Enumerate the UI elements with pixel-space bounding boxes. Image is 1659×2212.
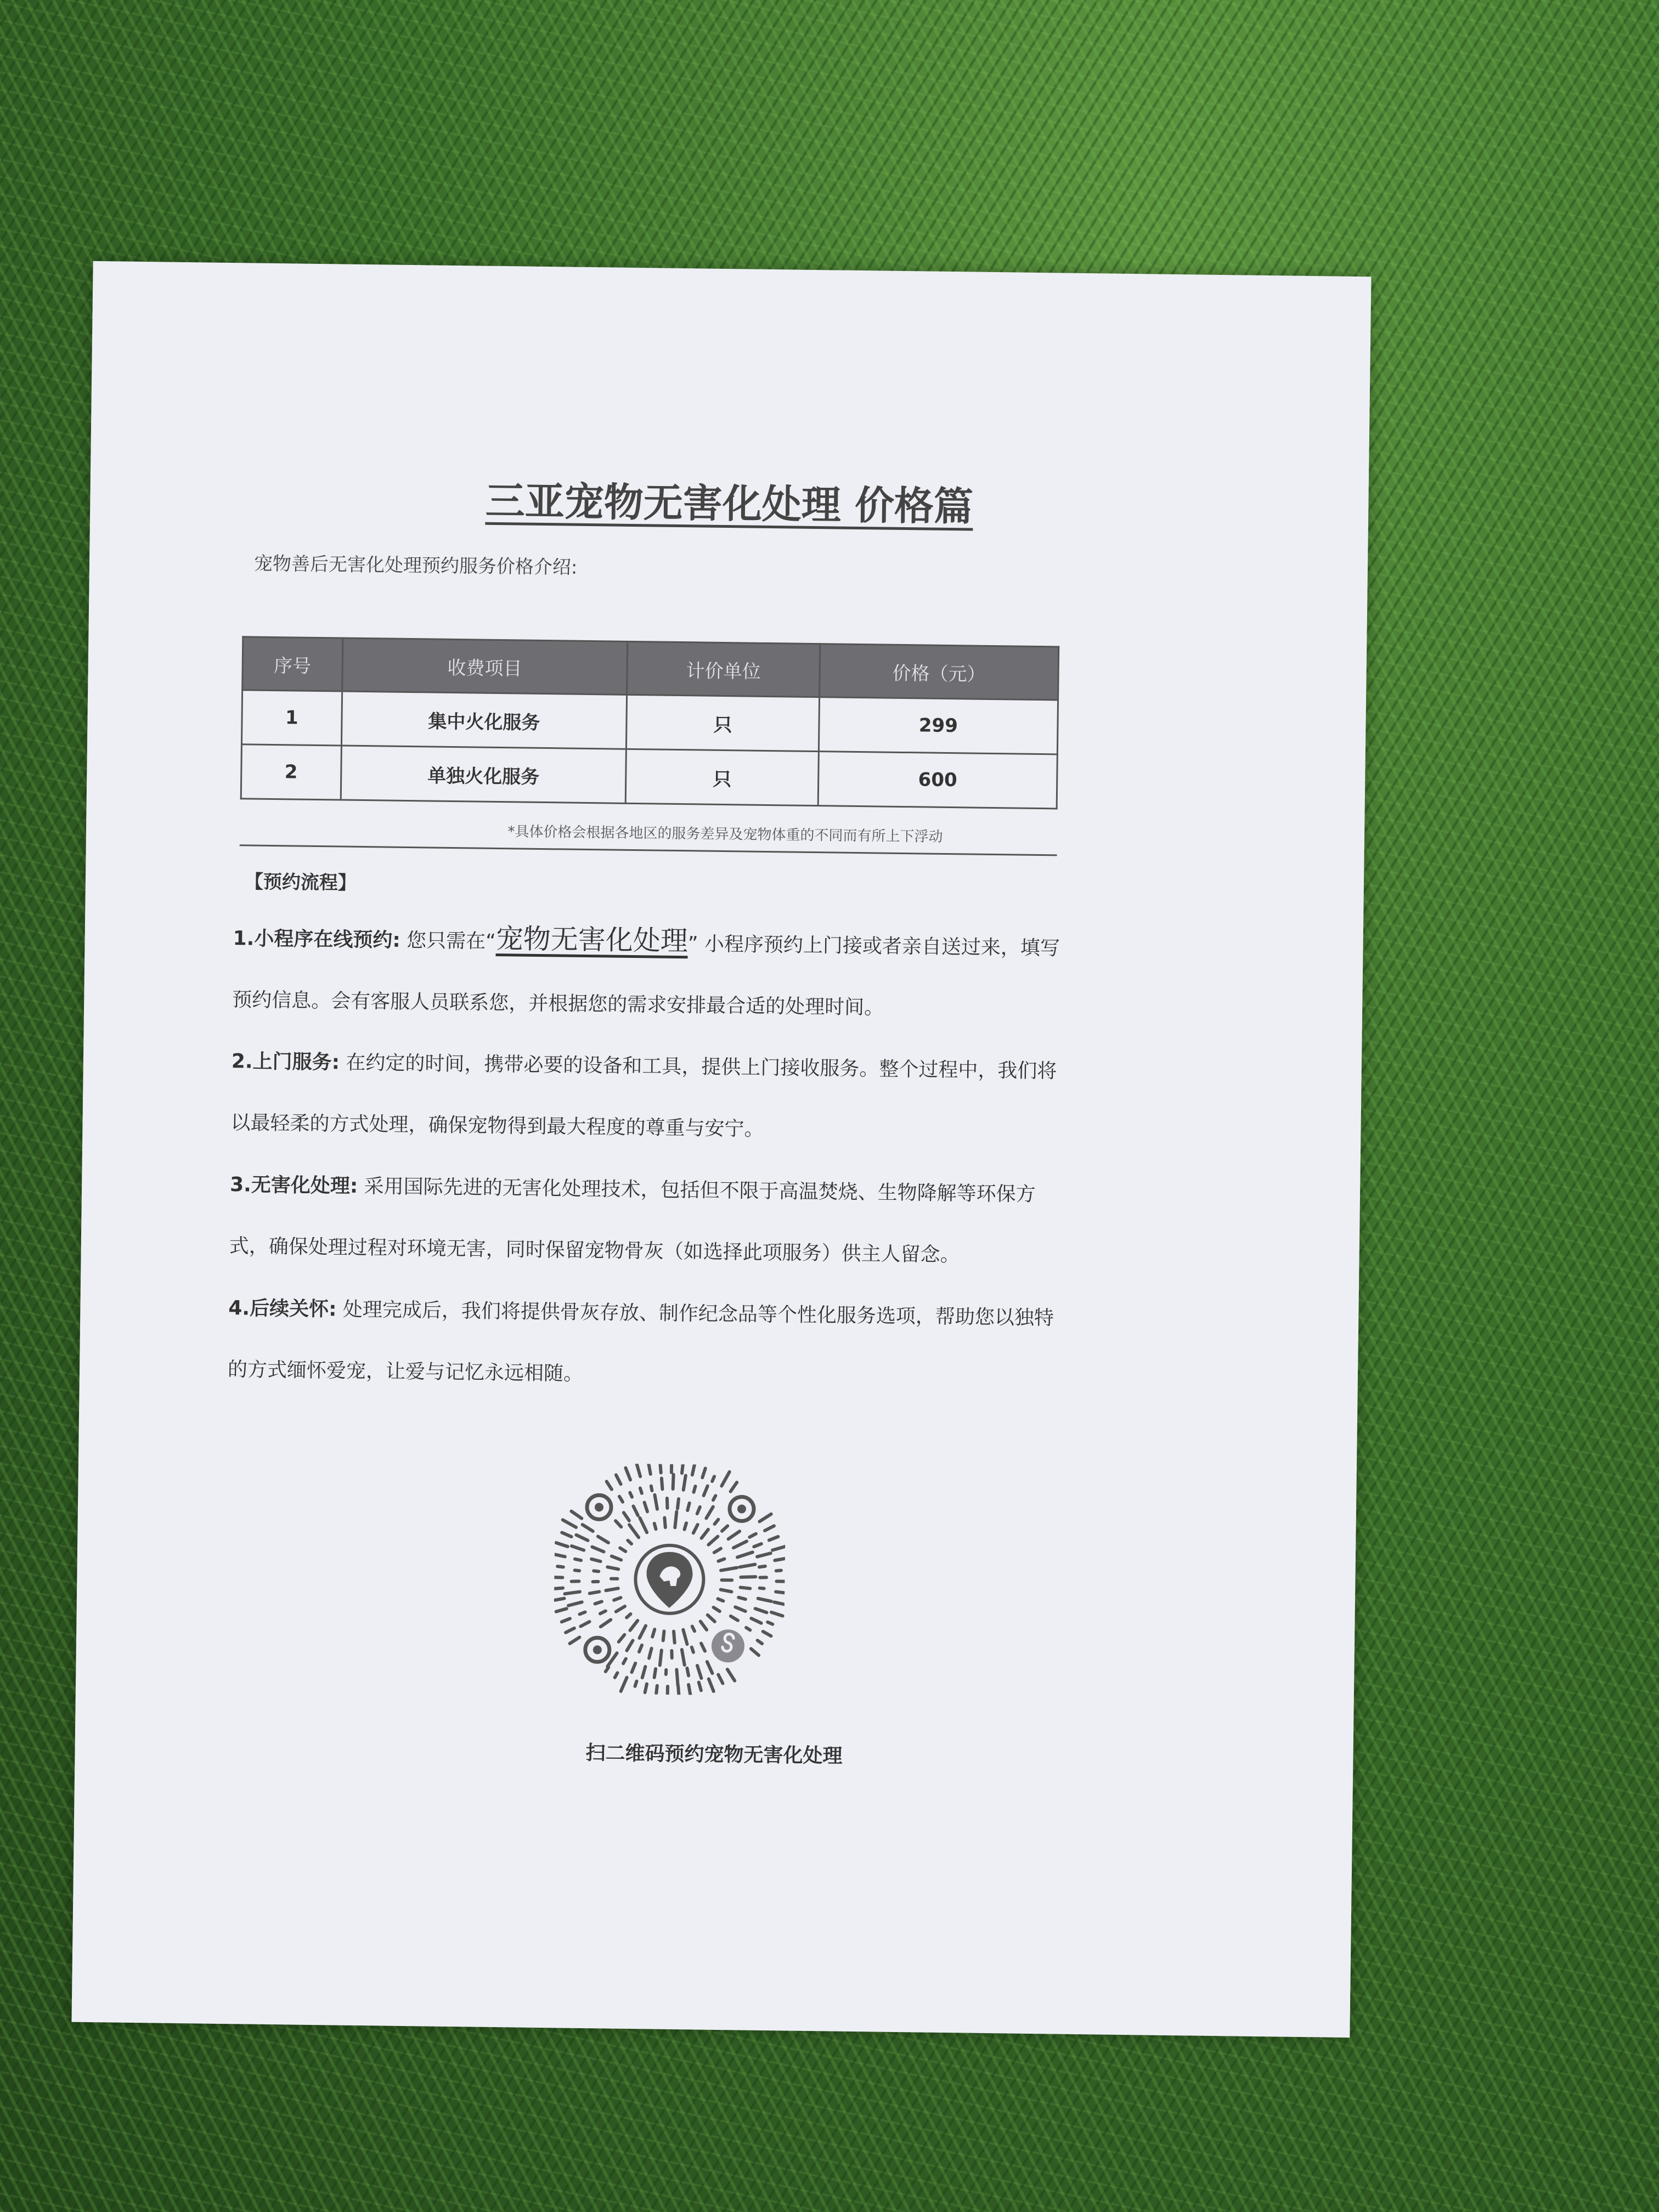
qr-ray (685, 1523, 686, 1530)
document-title (90, 464, 1369, 537)
row-item: 集中火化服务 (341, 691, 627, 749)
qr-ray (644, 1503, 647, 1512)
qr-ray (684, 1476, 686, 1490)
qr-ray (590, 1592, 600, 1594)
qr-ray (776, 1570, 781, 1571)
qr-ray (654, 1523, 656, 1529)
qr-ray (553, 1554, 565, 1557)
qr-ray (636, 1463, 641, 1476)
qr-ray (741, 1587, 751, 1588)
qr-ray (737, 1552, 753, 1558)
qr-ray (714, 1548, 721, 1553)
qr-ray (553, 1588, 563, 1589)
qr-ray (673, 1475, 674, 1489)
qr-ray (771, 1612, 783, 1616)
qr-ray (625, 1468, 630, 1480)
qr-ray (775, 1558, 786, 1561)
qr-ray (687, 1668, 689, 1676)
qr-ray (678, 1499, 679, 1509)
qr-finder-bottom-left (585, 1638, 610, 1662)
qr-ray (627, 1640, 633, 1650)
qr-ray (628, 1541, 631, 1544)
qr-ray (663, 1631, 664, 1640)
qr-ray (639, 1645, 642, 1652)
qr-ray (595, 1601, 602, 1604)
step-text: ” 小程序预约上门接或者亲自送过来，填写预约信息。会有客服人员联系您，并根据您的需求安排最合适的处理时间。 (232, 933, 1060, 1019)
qr-ray (556, 1543, 568, 1547)
qr-ray (635, 1681, 637, 1686)
qr-ray (676, 1669, 678, 1685)
qr-ray (722, 1526, 727, 1531)
qr-ray (729, 1531, 740, 1539)
qr-ray (606, 1667, 608, 1672)
qr-ray (621, 1678, 627, 1691)
qr-ray (619, 1635, 625, 1642)
header-unit: 计价单位 (627, 641, 820, 697)
step-label: 1.小程序在线预约: (233, 927, 400, 952)
qr-ray (718, 1559, 724, 1561)
qr-ray (721, 1472, 729, 1486)
qr-ray (652, 1629, 654, 1637)
qr-ray (598, 1537, 608, 1543)
qr-ray (746, 1628, 750, 1630)
qr-ray (693, 1486, 695, 1492)
qr-ray (707, 1662, 713, 1673)
mini-program-name: 宠物无害化处理 (495, 922, 689, 957)
qr-finder-top-right (730, 1497, 754, 1521)
row-item: 单独火化服务 (341, 746, 627, 803)
qr-ray (682, 1650, 685, 1665)
document-title-text: 三亚宠物无害化处理 价格篇 (485, 477, 974, 530)
qr-ray (702, 1468, 705, 1477)
qr-ray (701, 1643, 705, 1651)
step-text: 在约定的时间，携带必要的设备和工具，提供上门接收服务。整个过程中，我们将以最轻柔的方式处理，确保宠物得到最大程度的尊重与安宁。 (230, 1051, 1057, 1141)
qr-ray (615, 1673, 618, 1678)
row-price: 299 (819, 697, 1058, 754)
qr-ray (649, 1649, 652, 1658)
qr-ray (687, 1503, 689, 1510)
qr-ray (740, 1564, 755, 1567)
qr-code-graphic (553, 1463, 786, 1696)
table-row (241, 744, 1057, 809)
qr-ray (667, 1498, 668, 1508)
divider (240, 844, 1057, 856)
qr-ray (616, 1606, 625, 1612)
step-3 (229, 1154, 1064, 1288)
qr-ray (763, 1632, 771, 1636)
qr-ray (630, 1493, 632, 1497)
qr-ray (718, 1674, 723, 1683)
qr-ray (708, 1536, 718, 1545)
qr-ray (592, 1547, 603, 1552)
qr-ray (713, 1607, 719, 1611)
qr-ray (674, 1632, 675, 1643)
qr-ray (575, 1559, 581, 1560)
row-index: 2 (241, 744, 341, 800)
qr-ray (556, 1609, 567, 1612)
qr-ray (562, 1533, 572, 1537)
qr-ray (733, 1541, 747, 1548)
qr-ray (607, 1481, 612, 1489)
qr-ray (600, 1611, 606, 1613)
qr-ray (697, 1507, 700, 1514)
qr-ray (642, 1667, 646, 1678)
qr-ray (660, 1463, 661, 1472)
qr-ray (619, 1497, 623, 1502)
qr-ray (731, 1616, 738, 1621)
qr-ray (731, 1482, 737, 1492)
qr-ray (702, 1530, 708, 1538)
qr-ray (632, 1663, 636, 1673)
qr-ray (759, 1566, 765, 1567)
qr-ray (566, 1628, 574, 1633)
qr-ray (751, 1618, 761, 1623)
qr-ray (772, 1546, 786, 1550)
qr-ray (758, 1640, 763, 1644)
qr-ray (709, 1679, 714, 1691)
qr-ray (755, 1609, 767, 1612)
qr-ray (553, 1598, 565, 1601)
qr-ray (633, 1506, 638, 1515)
qr-ray (640, 1518, 647, 1532)
qr-ray (565, 1592, 580, 1594)
qr-ray (749, 1534, 756, 1537)
qr-ray (759, 1514, 771, 1522)
qr-ray (675, 1512, 676, 1528)
qr-ray (651, 1486, 652, 1491)
qr-ray (591, 1559, 601, 1561)
qr-ray (692, 1626, 695, 1631)
step-2 (230, 1031, 1066, 1164)
qr-ray (664, 1517, 665, 1527)
qr-ray (721, 1567, 737, 1571)
qr-ray (606, 1588, 618, 1590)
qr-ray (682, 1463, 684, 1473)
qr-ray (701, 1621, 707, 1629)
qr-ray (568, 1602, 582, 1606)
qr-ray (654, 1669, 656, 1678)
qr-ray (704, 1486, 708, 1496)
price-note: *具体价格会根据各地区的服务差异及宠物体重的不同而有所上下浮动 (507, 823, 943, 845)
qr-ray (614, 1598, 620, 1600)
qr-finder-top-left (587, 1495, 612, 1520)
row-price: 600 (818, 752, 1057, 809)
qr-ray (612, 1556, 622, 1560)
qr-ray (557, 1566, 563, 1567)
qr-ray (774, 1602, 786, 1605)
qr-ray (572, 1581, 579, 1582)
qr-ray (697, 1666, 702, 1678)
qr-ray (647, 1463, 651, 1474)
qr-ray (576, 1535, 588, 1541)
qr-ray (708, 1615, 715, 1622)
qr-ray (776, 1592, 786, 1593)
qr-ray (562, 1618, 570, 1622)
qr-ray (769, 1537, 778, 1541)
row-index: 1 (241, 690, 342, 746)
qr-ray (693, 1525, 698, 1533)
qr-ray (678, 1686, 679, 1696)
qr-ray (563, 1520, 577, 1527)
qr-ray (738, 1598, 746, 1599)
intro-text: 宠物善后无害化处理预约服务价格介绍: (253, 552, 578, 579)
qr-ray (662, 1479, 663, 1489)
qr-ray (768, 1622, 772, 1624)
qr-ray (616, 1475, 621, 1484)
document-page (71, 261, 1371, 2038)
qr-ray (583, 1525, 593, 1531)
header-index: 序号 (242, 637, 343, 691)
qr-ray (623, 1658, 626, 1663)
qr-ray (692, 1647, 693, 1652)
qr-ray (757, 1553, 771, 1557)
qr-ray (627, 1614, 630, 1618)
qr-ray (727, 1669, 735, 1681)
qr-ray (640, 1488, 642, 1493)
qr-ray (715, 1520, 719, 1525)
table-row (241, 690, 1058, 754)
qr-ray (580, 1612, 585, 1614)
mini-program-code-icon[interactable] (553, 1463, 786, 1696)
qr-ray (692, 1463, 696, 1475)
qr-ray (713, 1496, 715, 1500)
qr-ray (654, 1495, 657, 1509)
qr-ray (760, 1577, 766, 1578)
qr-ray (721, 1589, 732, 1592)
qr-ray (575, 1570, 580, 1571)
qr-ray (620, 1548, 625, 1551)
qr-ray (699, 1682, 702, 1690)
qr-ray (754, 1544, 761, 1547)
qr-ray (645, 1684, 647, 1692)
qr-ray (751, 1649, 759, 1655)
step-label: 3.无害化处理: (229, 1173, 358, 1198)
qr-ray (706, 1506, 713, 1518)
qr-ray (765, 1526, 774, 1531)
qr-ray (601, 1620, 611, 1627)
step-label: 4.后续关怀: (228, 1297, 337, 1321)
qr-ray (629, 1525, 639, 1537)
qr-ray (624, 1513, 629, 1521)
header-item: 收费项目 (342, 638, 628, 695)
qr-ray (718, 1599, 724, 1601)
qr-ray (683, 1630, 687, 1644)
row-unit: 只 (627, 695, 820, 751)
qr-ray (689, 1685, 692, 1696)
qr-ray (760, 1588, 764, 1589)
qr-caption: 扫二维码预约宠物无害化处理 (585, 1742, 843, 1768)
qr-ray (735, 1607, 746, 1611)
qr-ray (630, 1621, 637, 1630)
row-unit: 只 (625, 749, 819, 805)
qr-ray (607, 1567, 618, 1569)
process-heading: 【预约流程】 (244, 871, 357, 894)
qr-ray (758, 1599, 771, 1601)
qr-ray (570, 1637, 580, 1644)
step-4 (227, 1278, 1063, 1411)
step-text: 处理完成后，我们将提供骨灰存放、制作纪念品等个性化服务选项，帮助您以独特的方式缅怀爱宠，让爱与记忆永远相随。 (227, 1298, 1054, 1385)
qr-ray (660, 1650, 662, 1665)
qr-ray (712, 1476, 714, 1481)
qr-ray (656, 1686, 657, 1694)
qr-ray (572, 1546, 584, 1550)
step-text: 采用国际先进的无害化处理技术，包括但不限于高温焚烧、生物降解等环保方式，确保处理过程对环境无害，同时保留宠物骨灰（如选择此项服务）供主人留念。 (229, 1175, 1036, 1267)
step-label: 2.上门服务: (231, 1050, 340, 1074)
qr-ray (571, 1511, 582, 1519)
price-table-header (242, 637, 1059, 700)
qr-ray (580, 1622, 589, 1627)
qr-ray (616, 1521, 622, 1527)
mini-program-icon (712, 1629, 745, 1663)
header-price: 价格（元） (819, 644, 1058, 700)
step-1 (232, 905, 1068, 1041)
qr-ray (640, 1626, 646, 1638)
step-text: 您只需在“ (400, 929, 496, 953)
price-table (240, 636, 1060, 809)
